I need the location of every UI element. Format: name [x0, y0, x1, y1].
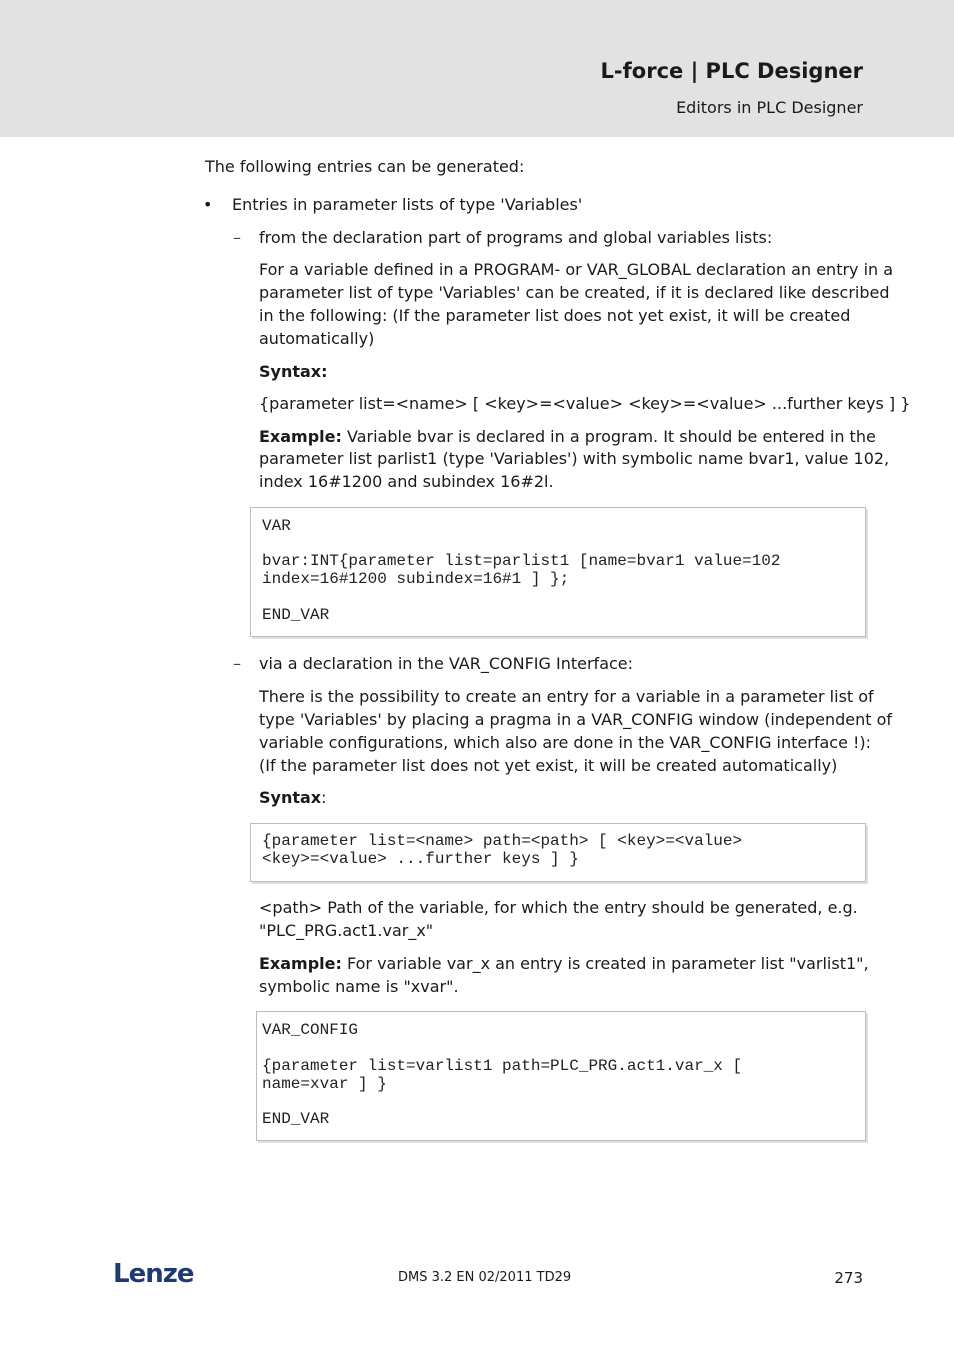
- sub2-para-line: type 'Variables' by placing a pragma in a VAR_CONFIG window (independent of: [259, 710, 892, 729]
- bullet-icon: •: [203, 195, 213, 214]
- code-box: [256, 1011, 866, 1141]
- sub1-syntax-text: {parameter list=<name> [ <key>=<value> <key>=<value> ...further keys ] }: [259, 394, 911, 413]
- sub1-example-line: index 16#1200 and subindex 16#2l.: [259, 472, 554, 491]
- code-line: VAR_CONFIG: [262, 1021, 359, 1039]
- sub2-syntax-colon: :: [321, 788, 327, 807]
- sub2-para-line: variable configurations, which also are done in the VAR_CONFIG interface !):: [259, 733, 872, 752]
- code-line: {parameter list=varlist1 path=PLC_PRG.act1.var_x [: [262, 1057, 743, 1075]
- sub2-syntax-label: Syntax: [259, 788, 322, 807]
- sub1-para-line: parameter list of type 'Variables' can be created, if it is declared like described: [259, 283, 890, 302]
- lenze-logo: Lenze: [113, 1259, 194, 1289]
- code-line: VAR: [262, 517, 291, 535]
- sub1-example-text: Variable bvar is declared in a program. It should be entered in the: [341, 427, 876, 446]
- code-line: END_VAR: [262, 606, 330, 624]
- sub1-para-line: automatically): [259, 329, 375, 348]
- dash-icon: –: [233, 228, 241, 247]
- dash-icon: –: [233, 654, 241, 673]
- code-line: {parameter list=<name> path=<path> [ <key>=<value>: [262, 832, 743, 850]
- sub1-example-line: parameter list parlist1 (type 'Variables') with symbolic name bvar1, value 102,: [259, 449, 890, 468]
- header-subtitle: Editors in PLC Designer: [676, 98, 863, 117]
- sub2-example-line: symbolic name is "xvar".: [259, 977, 459, 996]
- code-line: <key>=<value> ...further keys ] }: [262, 850, 579, 868]
- code-line: bvar:INT{parameter list=parlist1 [name=bvar1 value=102: [262, 552, 781, 570]
- sub2-heading: via a declaration in the VAR_CONFIG Interface:: [259, 654, 634, 673]
- code-line: name=xvar ] }: [262, 1075, 387, 1093]
- code-line: index=16#1200 subindex=16#1 ] };: [262, 570, 570, 588]
- sub1-syntax-label: Syntax:: [259, 362, 328, 381]
- sub1-heading: from the declaration part of programs and global variables lists:: [259, 228, 773, 247]
- page-header: [0, 0, 954, 137]
- footer-doc-id: DMS 3.2 EN 02/2011 TD29: [398, 1270, 572, 1285]
- sub2-para-line: (If the parameter list does not yet exist, it will be created automatically): [259, 756, 838, 775]
- page-number: 273: [834, 1269, 863, 1287]
- path-line: "PLC_PRG.act1.var_x": [259, 921, 434, 940]
- sub2-example-label: Example:: [259, 954, 342, 973]
- header-title: L-force | PLC Designer: [600, 59, 863, 83]
- sub2-syntax-label-line: [259, 786, 327, 809]
- sub1-example-label: Example:: [259, 427, 342, 446]
- code-box: [250, 507, 866, 637]
- code-line: END_VAR: [262, 1110, 330, 1128]
- intro-text: The following entries can be generated:: [205, 157, 525, 176]
- sub2-example-line: [259, 952, 869, 975]
- sub1-para-line: For a variable defined in a PROGRAM- or VAR_GLOBAL declaration an entry in a: [259, 260, 894, 279]
- bullet-text: Entries in parameter lists of type 'Variables': [232, 195, 583, 214]
- syntax-code-box: [250, 823, 866, 882]
- sub2-example-text: For variable var_x an entry is created in parameter list "varlist1",: [341, 954, 869, 973]
- sub2-para-line: There is the possibility to create an entry for a variable in a parameter list of: [259, 687, 874, 706]
- path-line: <path> Path of the variable, for which the entry should be generated, e.g.: [259, 898, 858, 917]
- sub1-example-line: [259, 425, 876, 448]
- sub1-para-line: in the following: (If the parameter list does not yet exist, it will be created: [259, 306, 851, 325]
